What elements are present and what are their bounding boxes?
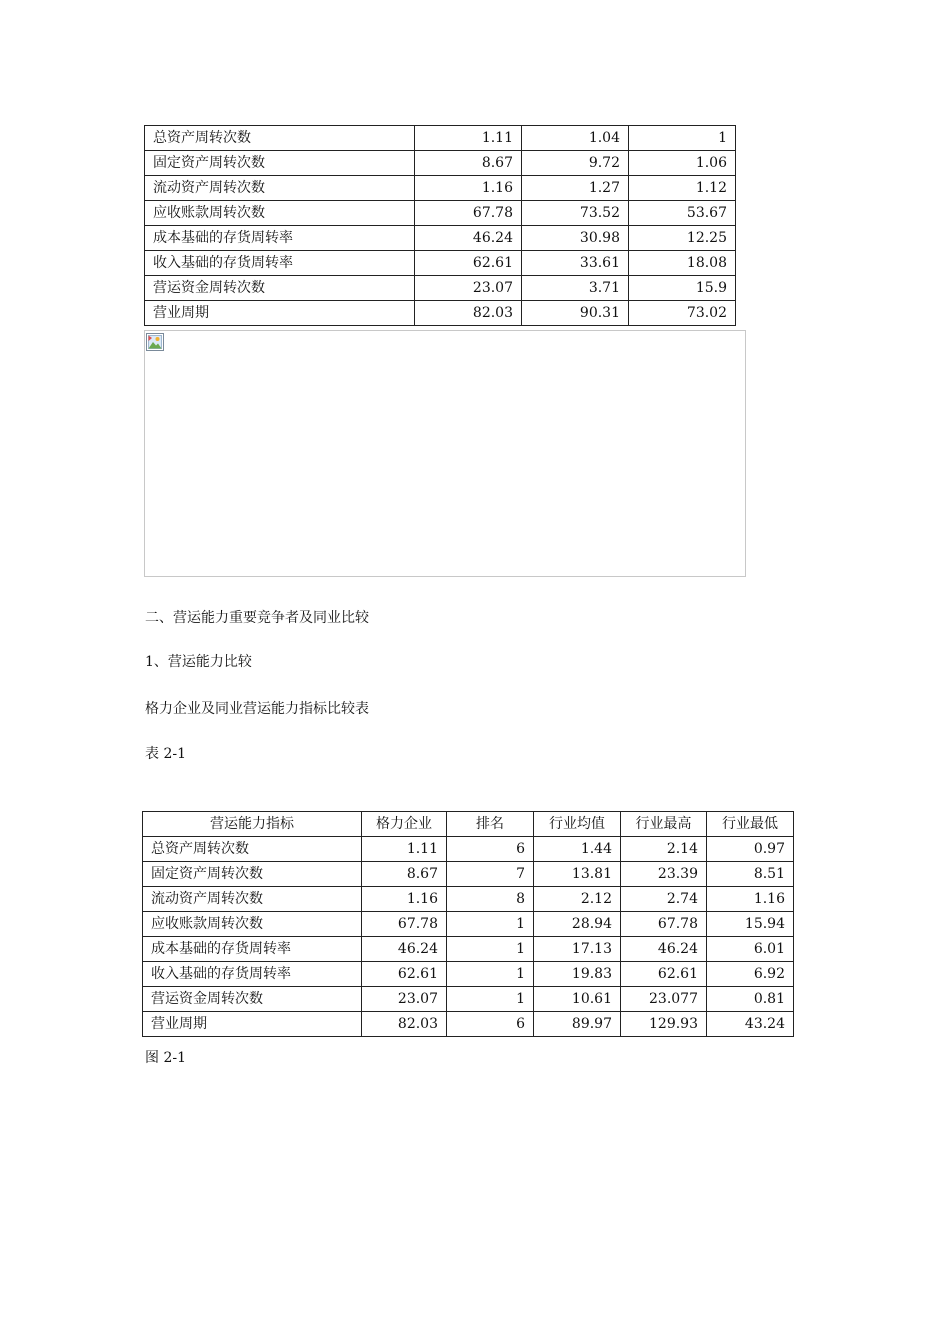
cell-value: 13.81	[534, 862, 621, 887]
cell-value: 1	[447, 987, 534, 1012]
column-header: 排名	[447, 812, 534, 837]
cell-value: 1.04	[522, 126, 629, 151]
row-label: 营运资金周转次数	[145, 276, 415, 301]
cell-value: 2.74	[621, 887, 707, 912]
cell-value: 62.61	[415, 251, 522, 276]
cell-value: 1.11	[415, 126, 522, 151]
row-label: 成本基础的存货周转率	[143, 937, 362, 962]
cell-value: 73.52	[522, 201, 629, 226]
table-row	[145, 151, 736, 176]
cell-value: 0.81	[707, 987, 794, 1012]
table-header-row	[143, 812, 794, 837]
cell-value: 67.78	[621, 912, 707, 937]
row-label: 收入基础的存货周转率	[145, 251, 415, 276]
cell-value: 8.67	[362, 862, 447, 887]
table-row	[143, 837, 794, 862]
table-row	[145, 126, 736, 151]
table-row	[145, 201, 736, 226]
cell-value: 1	[447, 912, 534, 937]
row-label: 营业周期	[145, 301, 415, 326]
cell-value: 23.07	[415, 276, 522, 301]
cell-value: 1.12	[629, 176, 736, 201]
cell-value: 129.93	[621, 1012, 707, 1037]
column-header: 行业均值	[534, 812, 621, 837]
cell-value: 17.13	[534, 937, 621, 962]
table-row	[145, 276, 736, 301]
cell-value: 18.08	[629, 251, 736, 276]
cell-value: 10.61	[534, 987, 621, 1012]
cell-value: 0.97	[707, 837, 794, 862]
table-row	[143, 962, 794, 987]
cell-value: 1.27	[522, 176, 629, 201]
cell-value: 53.67	[629, 201, 736, 226]
cell-value: 19.83	[534, 962, 621, 987]
row-label: 成本基础的存货周转率	[145, 226, 415, 251]
row-label: 营运资金周转次数	[143, 987, 362, 1012]
cell-value: 8.67	[415, 151, 522, 176]
cell-value: 6.92	[707, 962, 794, 987]
column-header: 行业最低	[707, 812, 794, 837]
cell-value: 2.12	[534, 887, 621, 912]
cell-value: 8.51	[707, 862, 794, 887]
row-label: 总资产周转次数	[143, 837, 362, 862]
row-label: 收入基础的存货周转率	[143, 962, 362, 987]
row-label: 应收账款周转次数	[145, 201, 415, 226]
broken-image-icon	[146, 333, 164, 351]
table-row	[143, 887, 794, 912]
cell-value: 62.61	[621, 962, 707, 987]
operating-ratios-table	[144, 125, 736, 326]
table-row	[145, 226, 736, 251]
cell-value: 6	[447, 837, 534, 862]
row-label: 流动资产周转次数	[143, 887, 362, 912]
cell-value: 6.01	[707, 937, 794, 962]
cell-value: 15.94	[707, 912, 794, 937]
cell-value: 89.97	[534, 1012, 621, 1037]
row-label: 营业周期	[143, 1012, 362, 1037]
cell-value: 82.03	[415, 301, 522, 326]
cell-value: 1.16	[362, 887, 447, 912]
cell-value: 12.25	[629, 226, 736, 251]
cell-value: 67.78	[415, 201, 522, 226]
cell-value: 46.24	[362, 937, 447, 962]
subsection-heading: 1、营运能力比较	[145, 654, 252, 670]
cell-value: 8	[447, 887, 534, 912]
cell-value: 23.39	[621, 862, 707, 887]
table-row	[145, 301, 736, 326]
image-placeholder	[144, 330, 746, 577]
cell-value: 6	[447, 1012, 534, 1037]
cell-value: 1.44	[534, 837, 621, 862]
cell-value: 1	[447, 937, 534, 962]
cell-value: 23.077	[621, 987, 707, 1012]
cell-value: 23.07	[362, 987, 447, 1012]
table-row	[143, 937, 794, 962]
section-heading: 二、营运能力重要竞争者及同业比较	[145, 610, 369, 626]
cell-value: 67.78	[362, 912, 447, 937]
cell-value: 1.06	[629, 151, 736, 176]
table-row	[145, 251, 736, 276]
cell-value: 1	[447, 962, 534, 987]
cell-value: 15.9	[629, 276, 736, 301]
table-row	[145, 176, 736, 201]
cell-value: 9.72	[522, 151, 629, 176]
figure-caption: 图 2-1	[145, 1050, 186, 1066]
cell-value: 28.94	[534, 912, 621, 937]
cell-value: 1	[629, 126, 736, 151]
cell-value: 46.24	[621, 937, 707, 962]
row-label: 总资产周转次数	[145, 126, 415, 151]
cell-value: 1.16	[415, 176, 522, 201]
table-row	[143, 1012, 794, 1037]
cell-value: 73.02	[629, 301, 736, 326]
cell-value: 30.98	[522, 226, 629, 251]
row-label: 流动资产周转次数	[145, 176, 415, 201]
cell-value: 43.24	[707, 1012, 794, 1037]
table-row	[143, 862, 794, 887]
table-number: 表 2-1	[145, 746, 186, 762]
row-label: 固定资产周转次数	[145, 151, 415, 176]
row-label: 应收账款周转次数	[143, 912, 362, 937]
cell-value: 46.24	[415, 226, 522, 251]
cell-value: 62.61	[362, 962, 447, 987]
column-header: 格力企业	[362, 812, 447, 837]
table-row	[143, 987, 794, 1012]
cell-value: 1.16	[707, 887, 794, 912]
cell-value: 3.71	[522, 276, 629, 301]
industry-comparison-table	[142, 811, 794, 1037]
cell-value: 33.61	[522, 251, 629, 276]
cell-value: 1.11	[362, 837, 447, 862]
column-header: 行业最高	[621, 812, 707, 837]
table-row	[143, 912, 794, 937]
table-title: 格力企业及同业营运能力指标比较表	[145, 701, 369, 717]
cell-value: 82.03	[362, 1012, 447, 1037]
cell-value: 90.31	[522, 301, 629, 326]
cell-value: 2.14	[621, 837, 707, 862]
row-label: 固定资产周转次数	[143, 862, 362, 887]
column-header: 营运能力指标	[143, 812, 362, 837]
cell-value: 7	[447, 862, 534, 887]
